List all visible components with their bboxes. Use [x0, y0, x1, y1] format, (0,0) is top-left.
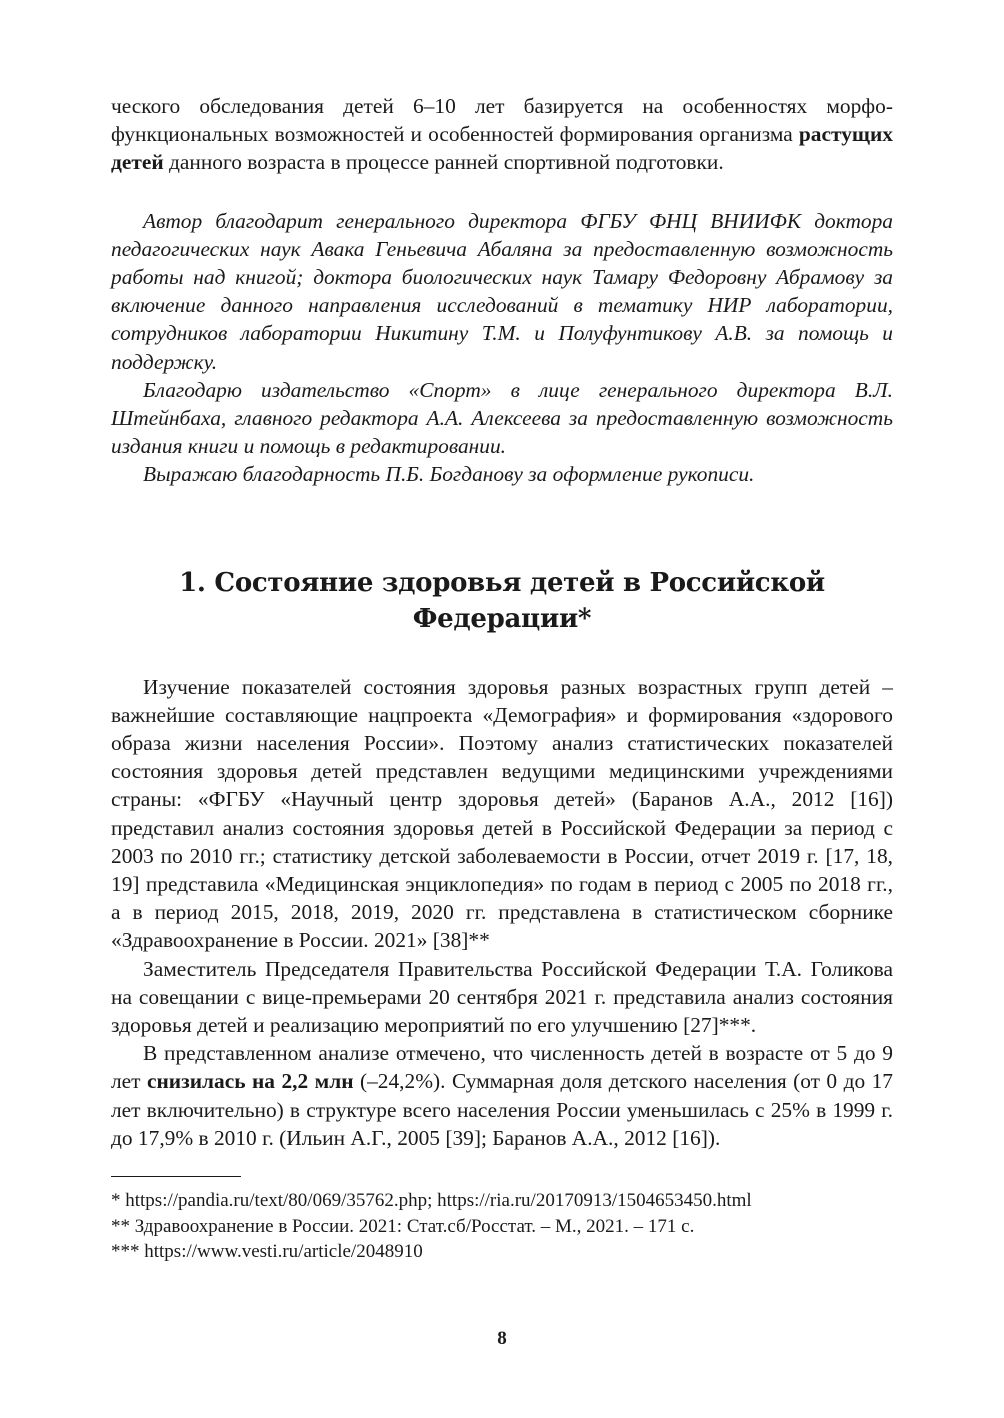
intro-tail: данного возраста в процессе ранней спортивной подготовки.: [163, 150, 724, 175]
intro-lead: ческого обследования детей 6–10 лет базируется на особенностях морфо-функциональных возможностей и особенностей формирования организма: [111, 94, 893, 147]
intro-paragraph: [111, 92, 893, 177]
body-paragraph-1: Изучение показателей состояния здоровья разных возрастных групп детей – важнейшие составляющие нацпроекта «Демография» и формирования «здорового образа жизни населения России». Поэтому анализ статистических показателей состояния здоровья детей представлен ведущими медицинскими учреждениями страны: «ФГБУ «Научный центр здоровья детей» (Баранов А.А., 2012 [16]) представил анализ состояния здоровья детей в Российской Федерации за период с 2003 по 2010 гг.; статистику детской заболеваемости в России, отчет 2019 г. [17, 18, 19] представила «Медицинская энциклопедия» по годам в период с 2005 по 2018 гг., а в период 2015, 2018, 2019, 2020 гг. представлена в статистическом сборнике «Здравоохранение в России. 2021» [38]**: [111, 674, 893, 953]
body-paragraph-2: Заместитель Председателя Правительства Российской Федерации Т.А. Голикова на совещании с вице-премьерами 20 сентября 2021 г. представила анализ состояния здоровья детей и реализацию мероприятий по его улучшению [27]***.: [111, 956, 893, 1038]
intro-bold: растущих детей: [111, 122, 893, 175]
p3-bold: снизилась на 2,2 млн: [146, 1069, 354, 1094]
footnote-1: * https://pandia.ru/text/80/069/35762.php; https://ria.ru/20170913/1504653450.html: [111, 1190, 752, 1212]
acknowledgement-1: Автор благодарит генерального директора ФГБУ ФНЦ ВНИИФК доктора педагогических наук Авака Геньевича Абаляна за предоставленную возможность работы над книгой; доктора биологических наук Тамару Федоровну Абрамову за включение данного направления исследований в тематику НИР лаборатории, сотрудников лаборатории Никитину Т.М. и Полуфунтикову А.В. за помощь и поддержку.: [111, 208, 893, 374]
section-heading: [111, 565, 893, 637]
footnote-divider: [111, 1176, 241, 1177]
section-heading-line-2: Федерации*: [412, 603, 592, 634]
p3-lead: В представленном анализе отмечено, что численность детей в возрасте от 5 до 9 лет: [111, 1041, 893, 1094]
section-heading-line-1: 1. Состояние здоровья детей в Российской: [179, 567, 825, 598]
p3-tail: (–24,2%). Суммарная доля детского населения (от 0 до 17 лет включительно) в структуре всего населения России уменьшилась с 25% в 1999 г. до 17,9% в 2010 г. (Ильин А.Г., 2005 [39]; Баранов А.А., 2012 [16]).: [111, 1069, 893, 1150]
acknowledgement-2: Благодарю издательство «Спорт» в лице генерального директора В.Л. Штейнбаха, главного редактора А.А. Алексеева за предоставленную возможность издания книги и помощь в редактировании.: [111, 377, 893, 459]
body-paragraph-3: [111, 1039, 893, 1152]
page-body: [111, 92, 893, 1265]
page-number: 8: [497, 1328, 507, 1349]
footnote-3: *** https://www.vesti.ru/article/2048910: [111, 1241, 423, 1263]
footnotes: [111, 1188, 893, 1265]
acknowledgement-3: Выражаю благодарность П.Б. Богданову за оформление рукописи.: [143, 462, 755, 487]
footnote-2: ** Здравоохранение в России. 2021: Стат.сб/Росстат. – М., 2021. – 171 с.: [111, 1215, 695, 1237]
